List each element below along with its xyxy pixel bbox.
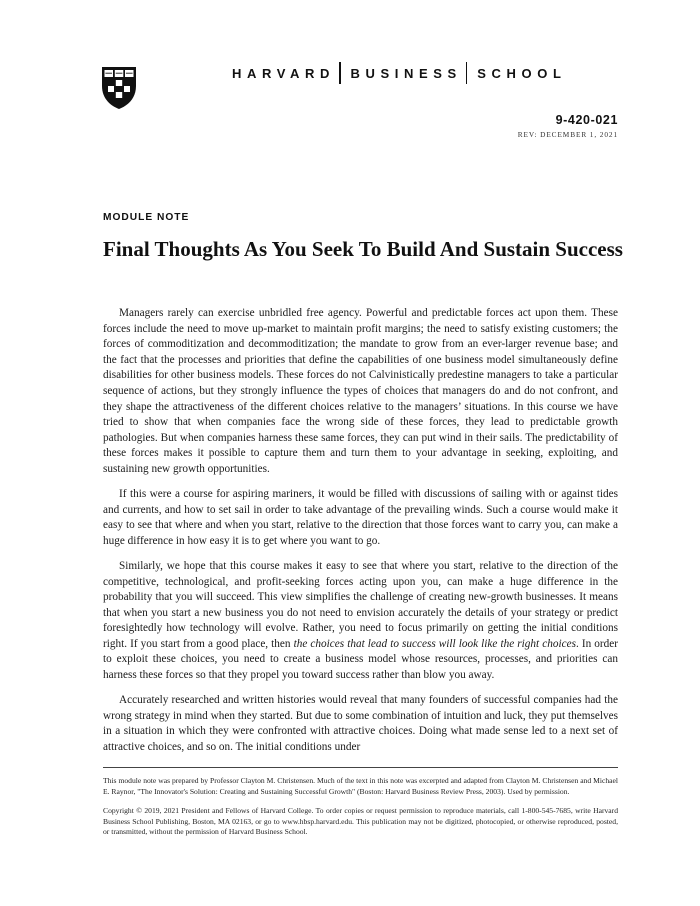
copyright-note: Copyright © 2019, 2021 President and Fellows of Harvard College. To order copies or request permission to reproduce materials, call 1-800-545-7685, write Harvard Business School Publishing, Boston, MA 02163, or go to www.hbsp.harvard.edu. This publication may not be digitized, photocopied, or otherwise reproduced, posted, or transmitted, without the permission of Harvard Business School. <box>103 806 618 837</box>
document-category: MODULE NOTE <box>103 212 190 223</box>
body-paragraph <box>103 487 618 549</box>
paragraph-text: Managers rarely can exercise unbridled free agency. Powerful and predictable forces act upon them. These forces include the need to move up-market to maintain profit margins; the need to satisfy existing customers; the forces of commoditization and decommoditization; the mandate to grow from an ever-larger revenue base; and the fact that the processes and priorities that define the capabilities of one business model simultaneously define disabilities for other business models. These forces do not Calvinistically predestine managers to take a particular sequence of actions, but they strongly influence the types of choices that managers do and do not confront, and they shape the attractiveness of the different choices relative to the managers’ situations. In this course we have tried to show that when companies face the wrong side of these forces, they lead to predictable growth pathologies. But when companies harness these same forces, they can put wind in their sails. The predictability of these forces makes it possible to capture them and turn them to your advantage in seeking, exploiting, and sustaining new growth opportunities. <box>103 307 618 475</box>
masthead-word-harvard: HARVARD <box>232 66 336 81</box>
body-paragraph <box>103 306 618 478</box>
paragraph-text: Similarly, we hope that this course makes it easy to see that where you start, relative to the direction of the competitive, technological, and profit-seeking forces acting upon you, can make a huge difference in the probability that you will succeed. This view simplifies the challenge of creating new-growth businesses. It means that when you start a new business you do not need to envision accurately the details of your strategy or predict foresightedly how technology will evolve. Rather, you need to focus primarily on getting the initial conditions right. If you start from a good place, then <box>103 559 618 650</box>
attribution-note: This module note was prepared by Professor Clayton M. Christensen. Much of the text in this note was excerpted and adapted from Clayton M. Christensen and Michael E. Raynor, "The Innovator's Solution: Creating and Sustaining Successful Growth" (Boston: Harvard Business Review Press, 2003). Used by permission. <box>103 776 618 796</box>
footnotes <box>103 767 618 847</box>
revision-date: REV: DECEMBER 1, 2021 <box>517 130 618 139</box>
body-paragraph <box>103 693 618 755</box>
paragraph-text: Accurately researched and written histories would reveal that many founders of successful companies had the wrong strategy in mind when they started. But due to some combination of intuition and luck, they put themselves in a situation in which they were confronted with attractive choices. Doing what made sense led to a next set of attractive choices, and so on. The initial conditions under <box>103 694 618 753</box>
document-number: 9-420-021 <box>555 113 618 127</box>
paragraph-text: If this were a course for aspiring mariners, it would be filled with discussions of sailing with or against tides and currents, and how to set sail in order to take advantage of the prevailing winds. Such a course would make it easy to see that where and when you start, relative to the direction that those forces want to carry you, can make a huge difference in how easy it is to get where you want to go. <box>103 488 618 547</box>
paragraph-text: . In order to exploit these choices, you need to create a business model whose resources, processes, and priorities can harness these forces so that they propel you toward success rather than blow you away. <box>103 637 618 682</box>
emphasized-text: the choices that lead to success will look like the right choices <box>293 637 576 650</box>
document-title: Final Thoughts As You Seek To Build And Sustain Success <box>103 237 623 261</box>
masthead-word-school: SCHOOL <box>477 66 567 81</box>
harvard-shield-icon <box>101 66 137 110</box>
body-text <box>103 306 618 765</box>
masthead-divider <box>339 62 341 84</box>
masthead <box>232 62 567 84</box>
masthead-divider <box>466 62 468 84</box>
body-paragraph <box>103 559 618 684</box>
masthead-word-business: BUSINESS <box>350 66 462 81</box>
